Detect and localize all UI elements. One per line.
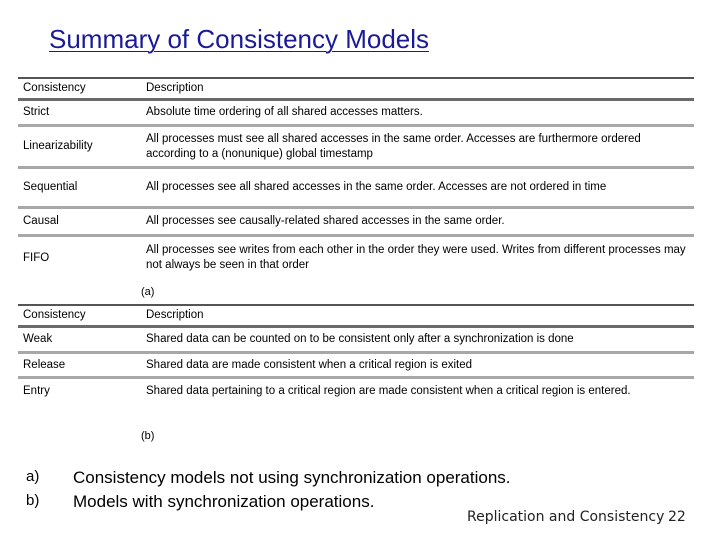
table-row <box>18 328 694 354</box>
table-row <box>18 209 694 237</box>
table-header-row <box>18 304 694 328</box>
model-description: All processes see causally-related shared accesses in the same order. <box>141 209 694 237</box>
slide-title: Summary of Consistency Models <box>49 24 430 54</box>
model-description: Absolute time ordering of all shared accesses matters. <box>141 101 694 127</box>
model-description: Shared data pertaining to a critical region are made consistent when a critical region is entered. <box>146 384 631 397</box>
footnote-text: Consistency models not using synchronization operations. <box>73 468 511 487</box>
model-name: Weak <box>18 328 141 354</box>
table-row <box>18 127 694 169</box>
consistency-table-b <box>18 304 694 403</box>
model-name: FIFO <box>23 251 50 264</box>
footnote-label: b) <box>26 492 40 509</box>
model-name: Sequential <box>18 169 141 209</box>
table-row <box>18 379 694 403</box>
header-description: Description <box>141 77 694 101</box>
model-name: Entry <box>23 384 50 397</box>
header-description: Description <box>141 304 694 328</box>
model-name: Release <box>18 354 141 379</box>
model-name: Linearizability <box>18 127 141 169</box>
header-consistency: Consistency <box>18 77 141 101</box>
footer-title: Replication and Consistency <box>467 509 665 525</box>
footnote-label: a) <box>26 468 40 485</box>
consistency-table-a <box>18 77 694 279</box>
model-description: All processes must see all shared accesses in the same order. Accesses are furthermore ordered according to a (nonunique) global timestamp <box>141 127 694 169</box>
model-name: Causal <box>18 209 141 237</box>
model-description: Shared data can be counted on to be consistent only after a synchronization is done <box>141 328 694 354</box>
caption-a: (a) <box>141 286 155 298</box>
model-name: Strict <box>18 101 141 127</box>
caption-b: (b) <box>141 430 155 442</box>
table-header-row <box>18 77 694 101</box>
footnote-text: Models with synchronization operations. <box>73 492 375 511</box>
page-number: 22 <box>668 509 686 525</box>
table-row <box>18 354 694 379</box>
model-description: All processes see writes from each other in the order they were used. Writes from different processes may not always be seen in that order <box>146 244 686 271</box>
header-consistency: Consistency <box>18 304 141 328</box>
table-row <box>18 237 694 279</box>
table-row <box>18 169 694 209</box>
model-description: Shared data are made consistent when a critical region is exited <box>141 354 694 379</box>
model-description: All processes see all shared accesses in the same order. Accesses are not ordered in time <box>141 169 694 209</box>
table-row <box>18 101 694 127</box>
